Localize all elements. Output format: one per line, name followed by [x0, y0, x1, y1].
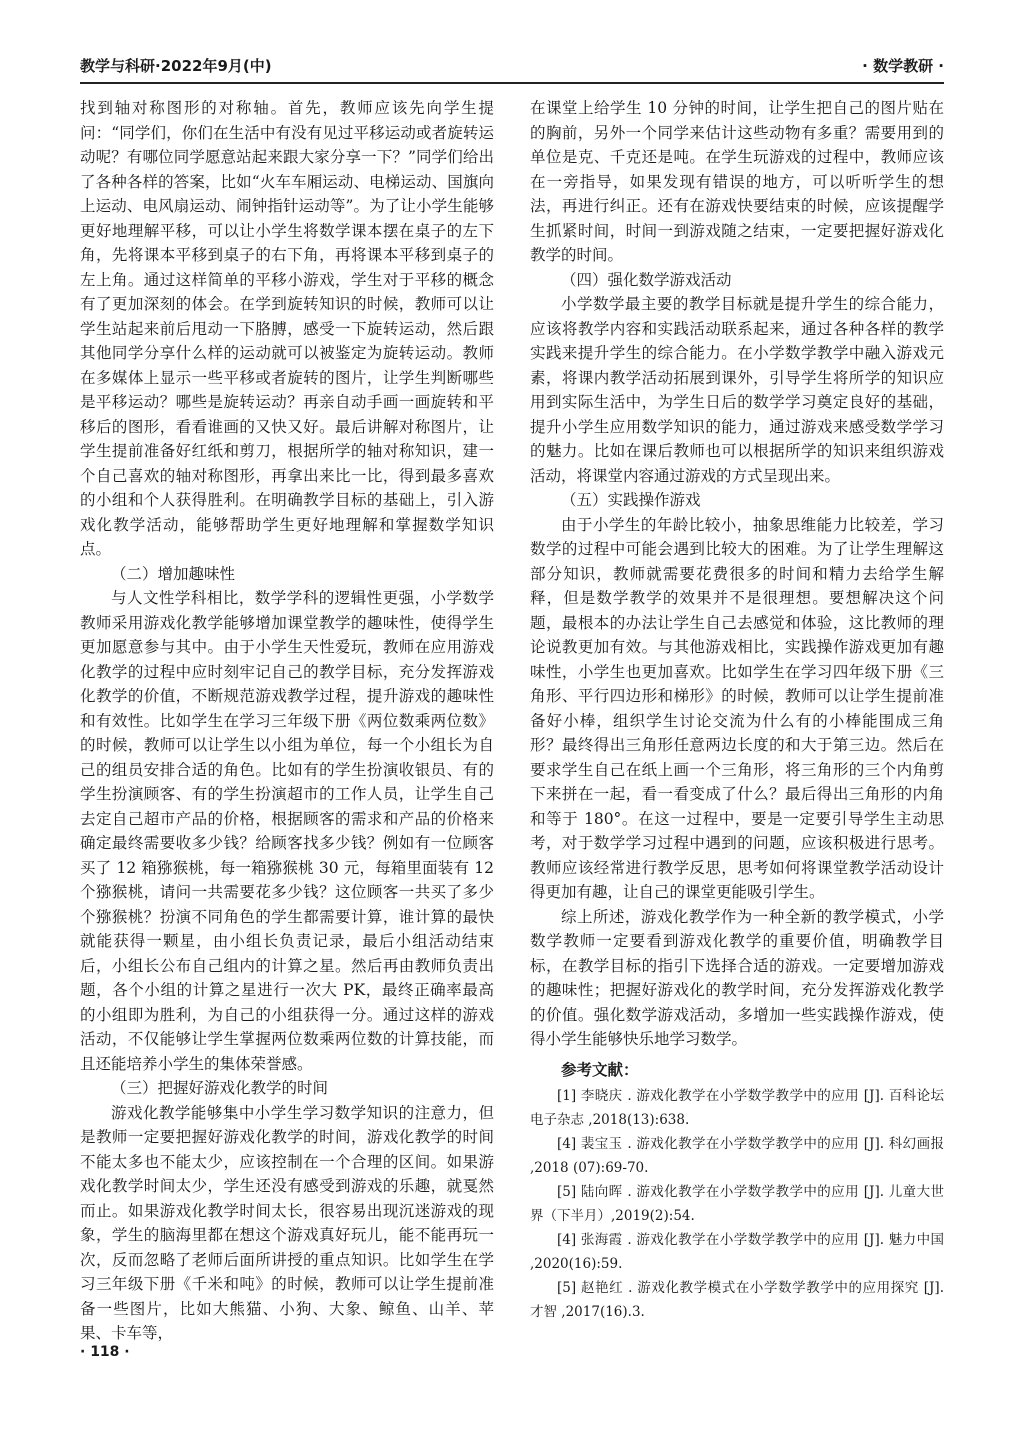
journal-title: 教学与科研·2022年9月(中) — [80, 56, 272, 75]
conclusion-paragraph: 综上所述，游戏化教学作为一种全新的教学模式，小学数学教师一定要看到游戏化教学的重要价值，明确教学目标，在教学目标的指引下选择合适的游戏。一定要增加游戏的趣味性；把握好游戏化的教学时间，充分发挥游戏化教学的价值。强化数学游戏活动，多增加一些实践操作游戏，使得小学生能够快乐地学习数学。 — [530, 907, 944, 1048]
references-heading: 参考文献： — [561, 1060, 639, 1079]
reference-item: [5] 赵艳红 . 游戏化教学模式在小学数学教学中的应用探究 [J]. 才智 ,2017(16).3. — [530, 1280, 944, 1320]
body-paragraph: 与人文性学科相比，数学学科的逻辑性更强，小学数学教师采用游戏化教学能够增加课堂教学的趣味性，使得学生更加愿意参与其中。由于小学生天性爱玩，教师在应用游戏化教学的过程中应时刻牢记自己的教学目标，充分发挥游戏化教学的价值，不断规范游戏教学过程，提升游戏的趣味性和有效性。比如学生在学习三年级下册《两位数乘两位数》的时候，教师可以让学生以小组为单位，每一个小组长为自己的组员安排合适的角色。比如有的学生扮演收银员、有的学生扮演顾客、有的学生扮演超市的工作人员，让学生自己去定自己超市产品的价格，根据顾客的需求和产品的价格来确定最终需要收多少钱？给顾客找多少钱？例如有一位顾客买了 12 箱猕猴桃，每一箱猕猴桃 30 元，每箱里面装有 12 个猕猴桃，请问一共需要花多少钱？这位顾客一共买了多少个猕猴桃？扮演不同角色的学生都需要计算，谁计算的最快就能获得一颗星，由小组长负责记录，最后小组活动结束后，小组长公布自己组内的计算之星。然后再由教师负责出题，各个小组的计算之星进行一次大 PK，最终正确率最高的小组即为胜利，为自己的小组获得一分。通过这样的游戏活动，不仅能够让学生掌握两位数乘两位数的计算技能，而且还能培养小学生的集体荣誉感。 — [80, 589, 494, 1073]
body-paragraph: 由于小学生的年龄比较小，抽象思维能力比较差，学习数学的过程中可能会遇到比较大的困难。为了让学生理解这部分知识，教师就需要花费很多的时间和精力去给学生解释，但是数学教学的效果并不是很理想。要想解决这个问题，最根本的办法让学生自己去感觉和体验，这比教师的理论说教更加有效。与其他游戏相比，实践操作游戏更加有趣味性，小学生也更加喜欢。比如学生在学习四年级下册《三角形、平行四边形和梯形》的时候，教师可以让学生提前准备好小棒，组织学生讨论交流为什么有的小棒能围成三角形？最终得出三角形任意两边长度的和大于第三边。然后在要求学生自己在纸上画一个三角形，将三角形的三个内角剪下来拼在一起，看一看变成了什么？最后得出三角形的内角和等于 180°。在这一过程中，要是一定要引导学生主动思考，对于数学学习过程中遇到的问题，应该积极进行思考。教师应该经常进行教学反思，思考如何将课堂教学活动设计得更加有趣，让自己的课堂更能吸引学生。 — [530, 515, 944, 901]
reference-item: [5] 陆向晖 . 游戏化教学在小学数学教学中的应用 [J]. 儿童大世界（下半月）,2019(2):54. — [530, 1184, 944, 1224]
body-paragraph: 游戏化教学能够集中小学生学习数学知识的注意力，但是教师一定要把握好游戏化教学的时间，游戏化教学的时间不能太多也不能太少，应该控制在一个合理的区间。如果游戏化教学时间太少，学生还没有感受到游戏的乐趣，就戛然而止。如果游戏化教学时间太长，很容易出现沉迷游戏的现象，学生的脑海里都在想这个游戏真好玩儿，能不能再玩一次，反而忽略了老师后面所讲授的重点知识。比如学生在学习三年级下册《千米和吨》的时候，教师可以让学生提前准备一些图片，比如大熊猫、小狗、大象、鲸鱼、山羊、苹果、卡车等， — [80, 1103, 494, 1342]
reference-item: [4] 裴宝玉 . 游戏化教学在小学数学教学中的应用 [J]. 科幻画报 ,2018 (07):69-70. — [530, 1136, 944, 1176]
body-paragraph: 在课堂上给学生 10 分钟的时间，让学生把自己的图片贴在的胸前，另外一个同学来估计这些动物有多重？需要用到的单位是克、千克还是吨。在学生玩游戏的过程中，教师应该在一旁指导，如果发现有错误的地方，可以听听学生的想法，再进行纠正。还有在游戏快要结束的时候，应该提醒学生抓紧时间，时间一到游戏随之结束，一定要把握好游戏化教学的时间。 — [530, 99, 944, 264]
right-column — [530, 96, 944, 1324]
page-number: · 118 · — [80, 1344, 130, 1360]
section-heading: （三）把握好游戏化教学的时间 — [111, 1079, 329, 1097]
section-heading: （二）增加趣味性 — [111, 564, 236, 583]
body-paragraph: 小学数学最主要的教学目标就是提升学生的综合能力，应该将教学内容和实践活动联系起来，通过各种各样的教学实践来提升学生的综合能力。在小学数学教学中融入游戏元素，将课内教学活动拓展到课外，引导学生将所学的知识应用到实际生活中，为学生日后的数学学习奠定良好的基础，提升小学生应用数学知识的能力，通过游戏来感受数学学习的魅力。比如在课后教师也可以根据所学的知识来组织游戏活动，将课堂内容通过游戏的方式呈现出来。 — [530, 295, 944, 485]
header-divider — [80, 82, 944, 84]
running-header — [80, 52, 944, 78]
reference-item: [1] 李晓庆 . 游戏化教学在小学数学教学中的应用 [J]. 百科论坛电子杂志 ,2018(13):638. — [530, 1088, 944, 1128]
body-paragraph: 找到轴对称图形的对称轴。首先，教师应该先向学生提问：“同学们，你们在生活中有没有见过平移运动或者旋转运动呢？有哪位同学愿意站起来跟大家分享一下？”同学们给出了各种各样的答案，比如“火车车厢运动、电梯运动、国旗向上运动、电风扇运动、闹钟指针运动等”。为了让小学生能够更好地理解平移，可以让小学生将数学课本摆在桌子的左下角，先将课本平移到桌子的右下角，再将课本平移到桌子的左上角。通过这样简单的平移小游戏，学生对于平移的概念有了更加深刻的体会。在学到旋转知识的时候，教师可以让学生站起来前后甩动一下胳膊，感受一下旋转运动，然后跟其他同学分享什么样的运动就可以被鉴定为旋转运动。教师在多媒体上显示一些平移或者旋转的图片，让学生判断哪些是平移运动？哪些是旋转运动？再亲自动手画一画旋转和平移后的图形，看看谁画的又快又好。最后讲解对称图片，让学生提前准备好红纸和剪刀，根据所学的轴对称知识，建一个自己喜欢的轴对称图形，再拿出来比一比，得到最多喜欢的小组和个人获得胜利。在明确教学目标的基础上，引入游戏化教学活动，能够帮助学生更好地理解和掌握数学知识点。 — [80, 99, 494, 558]
section-heading: （四）强化数学游戏活动 — [561, 270, 732, 289]
left-column — [80, 96, 494, 1346]
reference-item: [4] 张海霞 . 游戏化教学在小学数学教学中的应用 [J]. 魅力中国 ,2020(16):59. — [530, 1232, 944, 1272]
section-title: · 数学教研 · — [862, 56, 944, 75]
section-heading: （五）实践操作游戏 — [561, 491, 701, 509]
